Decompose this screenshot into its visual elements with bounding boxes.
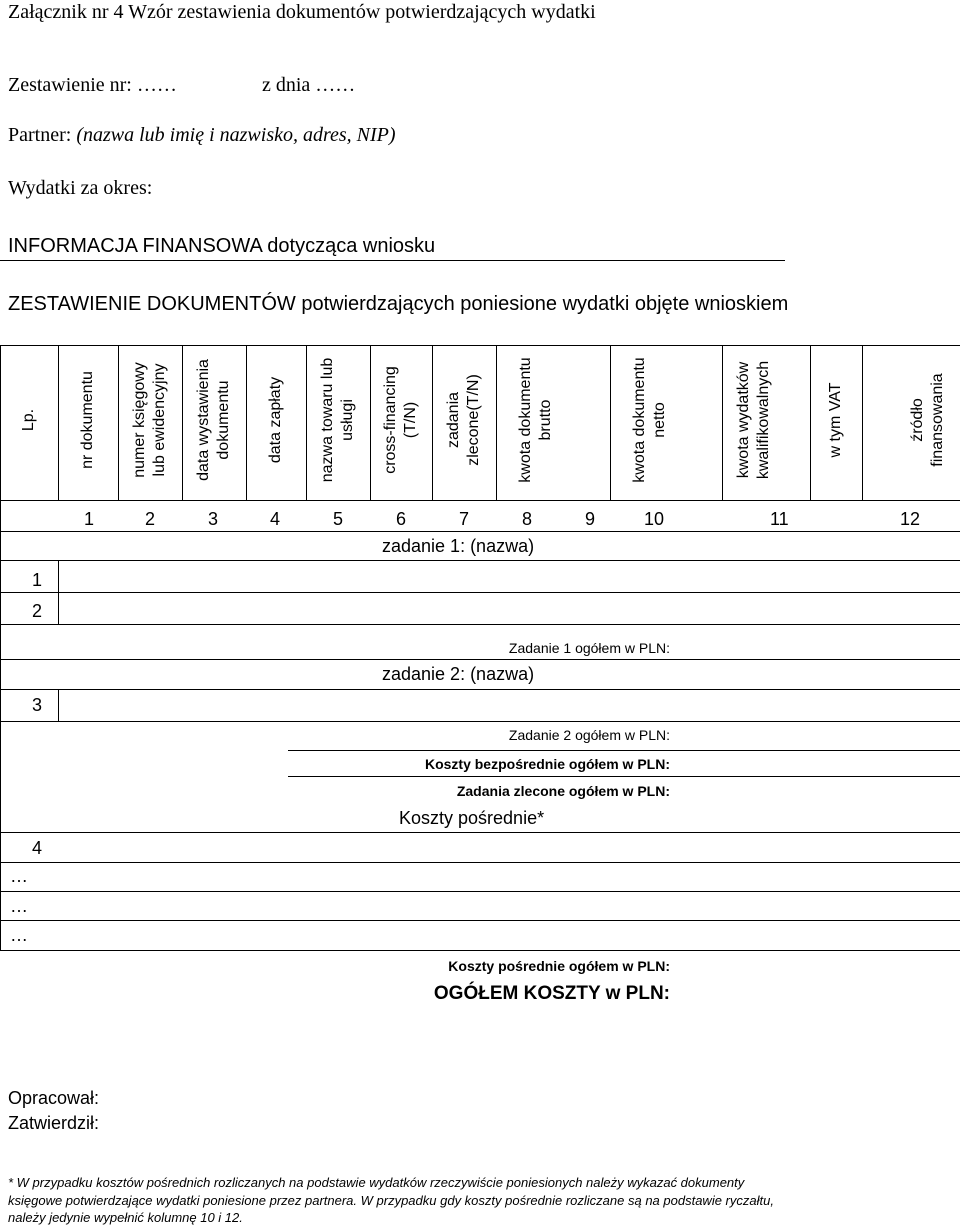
section-statement: ZESTAWIENIE DOKUMENTÓW potwierdzających poniesione wydatki objęte wnioskiem bbox=[8, 293, 789, 315]
section-info: INFORMACJA FINANSOWA dotycząca wniosku bbox=[8, 235, 436, 257]
grand-total: OGÓŁEM KOSZTY w PLN: bbox=[433, 983, 670, 1004]
col-net: kwota dokumentu netto bbox=[631, 357, 668, 483]
row-lp: 3 bbox=[32, 695, 43, 715]
col-source: źródło finansowania bbox=[909, 373, 946, 467]
col-number: 9 bbox=[585, 509, 596, 529]
col-number: 1 bbox=[84, 509, 95, 529]
col-lp: Lp. bbox=[20, 408, 37, 432]
direct-costs-total: Koszty bezpośrednie ogółem w PLN: bbox=[424, 756, 670, 772]
col-number: 2 bbox=[145, 509, 156, 529]
row-lp: 1 bbox=[32, 570, 43, 590]
task1-header: zadanie 1: (nazwa) bbox=[382, 536, 535, 556]
col-number: 11 bbox=[770, 509, 789, 529]
approved-by-label: Zatwierdził: bbox=[8, 1113, 100, 1133]
col-doc-number: nr dokumentu bbox=[79, 371, 96, 469]
document-title: Załącznik nr 4 Wzór zestawienia dokumentów potwierdzających wydatki bbox=[8, 1, 596, 23]
col-accounting-number: numer księgowy lub ewidencyjny bbox=[131, 362, 168, 478]
indirect-costs-header: Koszty pośrednie* bbox=[399, 808, 545, 828]
col-cross-financing: cross-financing (T/N) bbox=[382, 366, 419, 474]
info-underline bbox=[0, 260, 785, 261]
row-lp: 2 bbox=[32, 601, 43, 621]
commissioned-total: Zadania zlecone ogółem w PLN: bbox=[456, 783, 670, 799]
col-number: 4 bbox=[270, 509, 281, 529]
col-number: 12 bbox=[900, 509, 921, 529]
row-lp: … bbox=[10, 925, 28, 945]
col-number: 8 bbox=[522, 509, 533, 529]
col-commissioned: zadania zlecone(T/N) bbox=[445, 374, 482, 466]
col-payment-date: data zapłaty bbox=[267, 376, 284, 464]
col-number: 7 bbox=[459, 509, 470, 529]
zestawienie-date: z dnia …… bbox=[262, 74, 356, 96]
partner-line bbox=[8, 124, 396, 147]
prepared-by-label: Opracował: bbox=[8, 1088, 100, 1108]
row-lp: 4 bbox=[32, 838, 43, 858]
col-number: 6 bbox=[396, 509, 407, 529]
col-eligible: kwota wydatków kwalifikowalnych bbox=[735, 360, 772, 480]
col-issue-date: data wystawienia dokumentu bbox=[195, 359, 232, 481]
task2-header: zadanie 2: (nazwa) bbox=[382, 664, 535, 684]
footnote-line-3: należy jedynie wypełnić kolumnę 10 i 12. bbox=[8, 1210, 243, 1225]
task2-total: Zadanie 2 ogółem w PLN: bbox=[508, 727, 670, 743]
period-label: Wydatki za okres: bbox=[8, 177, 153, 199]
indirect-costs-total: Koszty pośrednie ogółem w PLN: bbox=[448, 958, 670, 974]
col-goods-name: nazwa towaru lub usługi bbox=[319, 357, 356, 483]
col-number: 10 bbox=[644, 509, 665, 529]
footnote-line-2: księgowe potwierdzające wydatki poniesione przez partnera. W przypadku gdy koszty pośrednie rozliczane są na podstawie ryczałtu, bbox=[8, 1193, 774, 1208]
col-number: 5 bbox=[333, 509, 344, 529]
partner-label: Partner: bbox=[8, 124, 72, 146]
task1-total: Zadanie 1 ogółem w PLN: bbox=[508, 640, 670, 656]
footnote-line-1: * W przypadku kosztów pośrednich rozliczanych na podstawie wydatków rzeczywiście poniesionych należy wykazać dokumenty bbox=[8, 1175, 745, 1190]
row-lp: … bbox=[10, 896, 28, 916]
partner-hint: (nazwa lub imię i nazwisko, adres, NIP) bbox=[76, 124, 396, 146]
col-vat: w tym VAT bbox=[827, 382, 844, 458]
zestawienie-number: Zestawienie nr: …… bbox=[8, 74, 177, 96]
col-number: 3 bbox=[208, 509, 219, 529]
col-gross: kwota dokumentu brutto bbox=[517, 357, 554, 483]
row-lp: … bbox=[10, 866, 28, 886]
